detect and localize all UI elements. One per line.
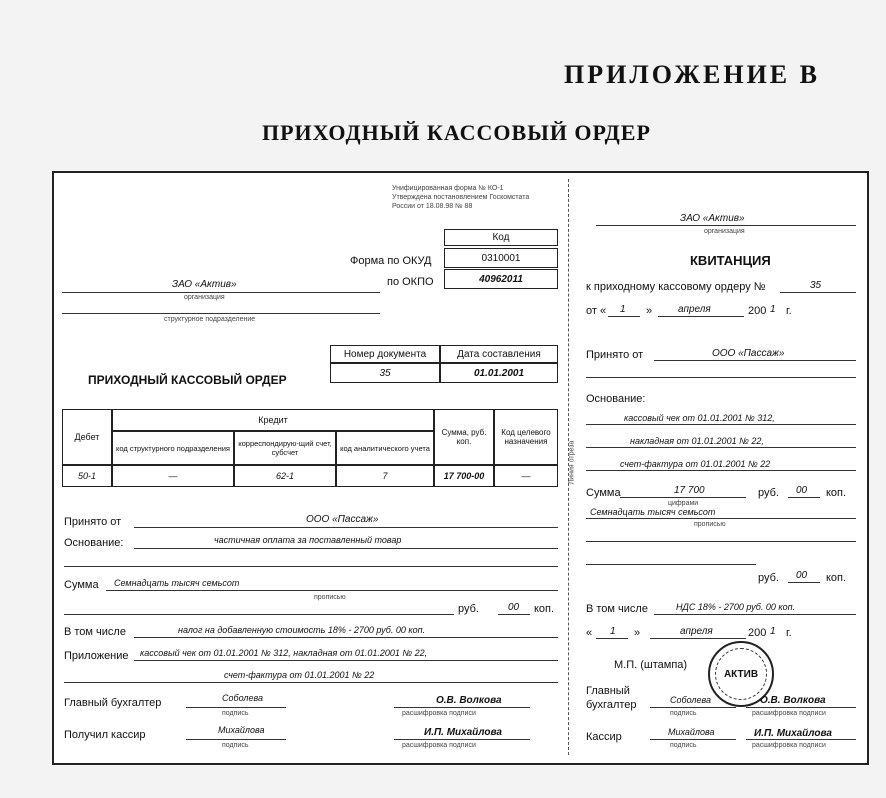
receipt-chief-name-line — [746, 707, 856, 708]
chief-accountant-label: Главный бухгалтер — [64, 697, 162, 709]
doc-number: 35 — [330, 363, 440, 383]
kop-line — [498, 614, 530, 615]
chief-decode-caption: расшифровка подписи — [402, 710, 476, 717]
okpo-label: по ОКПО — [387, 276, 434, 288]
attachment-line — [134, 660, 558, 661]
kop-label: коп. — [534, 603, 555, 615]
receipt-kop-line — [788, 497, 820, 498]
okud-code: 0310001 — [444, 248, 558, 268]
receipt-including-label: В том числе — [586, 603, 648, 615]
cashier-label: Получил кассир — [64, 729, 146, 741]
chief-sign-caption: подпись — [222, 710, 249, 717]
receipt-received-line — [654, 360, 856, 361]
receipt-year-suffix-2: 1 — [770, 626, 776, 637]
table-cell-corr: 62-1 — [234, 465, 336, 487]
basis-label: Основание: — [64, 537, 124, 549]
stamp-text: АКТИВ — [723, 668, 759, 680]
table-cell-subdiv: — — [112, 465, 234, 487]
receipt-kop-value-2: 00 — [796, 570, 808, 581]
okud-label: Форма по ОКУД — [350, 255, 432, 267]
receipt-cashier-label: Кассир — [586, 731, 622, 743]
chief-accountant-signature: Соболева — [222, 693, 263, 703]
cashier-signature: Михайлова — [218, 725, 265, 735]
kop-value: 00 — [508, 602, 520, 613]
including-value: налог на добавленную стоимость 18% - 2700 руб. 00 коп. — [178, 625, 426, 635]
chief-name-line — [394, 707, 530, 708]
approved-note-1: Утверждена постановлением Госкомстата — [392, 194, 530, 201]
doc-date: 01.01.2001 — [440, 363, 558, 383]
rub-label: руб. — [458, 603, 479, 615]
subdiv-caption: структурное подразделение — [164, 316, 256, 323]
org-caption: организация — [184, 294, 225, 301]
sum-label: Сумма — [64, 579, 99, 591]
code-header: Код — [444, 229, 558, 246]
receipt-received-line-2 — [586, 377, 856, 378]
basis-line-2 — [64, 566, 558, 567]
receipt-month-line — [658, 316, 744, 317]
receipt-basis-3: счет-фактура от 01.01.2001 № 22 — [620, 459, 771, 469]
receipt-day-line-2 — [596, 638, 628, 639]
receipt-g-2: г. — [786, 627, 792, 639]
corr-account-header: корреспондирую-щий счет, субсчет — [234, 431, 336, 465]
receipt-basis-line-1 — [586, 424, 856, 425]
attachment-label: Приложение — [64, 650, 129, 662]
receipt-order-number: 35 — [810, 280, 822, 291]
receipt-cashier-name-line — [746, 739, 856, 740]
receipt-chief-name: О.В. Волкова — [760, 695, 826, 706]
receipt-words-caption: прописью — [694, 521, 726, 528]
approved-note-2: России от 18.08.98 № 88 — [392, 203, 473, 210]
attachment-line-2 — [64, 682, 558, 683]
receipt-basis-2: накладная от 01.01.2001 № 22, — [630, 436, 764, 446]
document-title: ПРИХОДНЫЙ КАССОВЫЙ ОРДЕР — [262, 120, 651, 145]
receipt-month: апреля — [678, 304, 711, 315]
receipt-day-2: 1 — [610, 626, 616, 637]
receipt-basis-line-3 — [586, 470, 856, 471]
receipt-sum-line — [620, 497, 746, 498]
sum-words: Семнадцать тысяч семьсот — [114, 578, 240, 588]
receipt-kop-line-2 — [788, 582, 820, 583]
receipt-day: 1 — [620, 304, 626, 315]
receipt-year-prefix: 200 — [748, 305, 767, 317]
cashier-name: И.П. Михайлова — [424, 727, 502, 738]
sum-header: Сумма, руб. коп. — [434, 409, 494, 465]
receipt-cashier-name: И.П. Михайлова — [754, 728, 832, 739]
attachment-value-1: кассовый чек от 01.01.2001 № 312, накладная от 01.01.2001 № 22, — [140, 648, 428, 658]
receipt-kop-value: 00 — [796, 485, 808, 496]
receipt-rub-label: руб. — [758, 487, 779, 499]
subdiv-line — [62, 313, 380, 314]
receipt-cashier-sign-caption: подпись — [670, 742, 697, 749]
receipt-g: г. — [786, 305, 792, 317]
receipt-month-line-2 — [650, 638, 746, 639]
receipt-month-2: апреля — [680, 626, 713, 637]
unified-form-note: Унифицированная форма № КО-1 — [392, 185, 504, 192]
org-line — [62, 292, 380, 293]
cashier-sign-line — [186, 739, 286, 740]
receipt-sum-words-line — [586, 518, 856, 519]
cashier-decode-caption: расшифровка подписи — [402, 742, 476, 749]
cashier-sign-caption: подпись — [222, 742, 249, 749]
receipt-chief-sign-line — [650, 707, 736, 708]
receipt-day-line — [608, 316, 640, 317]
receipt-basis-label: Основание: — [586, 393, 646, 405]
cut-line-label: Линия отреза — [568, 440, 576, 485]
receipt-chief-decode-caption: расшифровка подписи — [752, 710, 826, 717]
sum-line — [106, 590, 558, 591]
receipt-kop-label-2: коп. — [826, 572, 847, 584]
appendix-title: ПРИЛОЖЕНИЕ В — [564, 60, 820, 89]
debit-header: Дебет — [62, 409, 112, 465]
receipt-sum-words-line-2 — [586, 541, 856, 542]
okpo-code: 40962011 — [444, 269, 558, 289]
cash-order-form: Унифицированная форма № КО-1 Утверждена постановлением Госкомстата России от 18.08.98 № 88 Код 0310001 40962011 Форма по ОКУД по ОКПО ЗАО «Актив» организация структурное подразделение Номер документа Дата составления 35 01.01.2001 ПРИХОДНЫЙ КАССОВЫЙ ОРДЕР Дебет Кредит код структурного подразделения корреспондирую-щий счет, субсчет код аналитического учета Сумма, руб. коп. Код целевого назначения 50-1 — 62-1 7 17 700-00 — Принято от ООО «Пассаж» Основание: частичная оплата за поставленный товар Сумма Семнадцать тысяч семьсот прописью руб. 00 коп. В том числе налог на добавленную стоимость 18% - 2700 руб. 00 коп. Приложение кассовый чек от 01.01.2001 № 312, накладная от 01.01.2001 № 22, счет-фактура от 01.01.2001 № 22 Главный бухгалтер Соболева подпись О.В. Волкова расшифровка подписи Получил кассир Михайлова подпись И.П. Михайлова расшифровка подписи Линия отреза ЗАО «Актив» организация КВИТАНЦИЯ к приходному кассовому ордеру № 35 от « 1 » апреля 200 1 г. Принято от ООО «Пассаж» Основание: кассовый чек от 01.01.2001 № 312, накладная от 01.01.2001 № 22, счет-фактура от 01.01.2001 № 22 Сумма 17 700 цифрами руб. 00 коп. Семнадцать тысяч семьсот прописью руб. 00 коп. В том числе НДС 18% - 2700 руб. 00 коп. « 1 » апреля 200 1 г. М.П. (штампа) АКТИВ Главный бухгалтер Соболева подпись О.В. Волкова расшифровка подписи Кассир Михайлова подпись И.П. Михайлова расшифровка подписи — [52, 171, 869, 765]
order-title: ПРИХОДНЫЙ КАССОВЫЙ ОРДЕР — [88, 373, 287, 387]
receipt-received-label: Принято от — [586, 349, 644, 361]
receipt-basis-1: кассовый чек от 01.01.2001 № 312, — [624, 413, 775, 423]
receipt-org-name: ЗАО «Актив» — [680, 213, 745, 224]
receipt-sum-label: Сумма — [586, 487, 621, 499]
receipt-org-caption: организация — [704, 228, 745, 235]
received-from-line — [134, 527, 558, 528]
table-cell-analytics: 7 — [336, 465, 434, 487]
receipt-cashier-sign-line — [650, 739, 736, 740]
cashier-name-line — [394, 739, 530, 740]
table-cell-debit: 50-1 — [62, 465, 112, 487]
receipt-basis-line-2 — [586, 447, 856, 448]
credit-header: Кредит — [112, 409, 434, 431]
including-label: В том числе — [64, 626, 126, 638]
basis-line — [134, 548, 558, 549]
received-from-label: Принято от — [64, 516, 122, 528]
receipt-title: КВИТАНЦИЯ — [690, 253, 771, 268]
receipt-received-value: ООО «Пассаж» — [712, 348, 785, 359]
purpose-header: Код целевого назначения — [494, 409, 558, 465]
table-cell-purpose: — — [494, 465, 558, 487]
receipt-org-line — [596, 225, 856, 226]
receipt-sum-number: 17 700 — [674, 485, 705, 496]
receipt-including-line — [654, 614, 856, 615]
date-header: Дата составления — [440, 345, 558, 363]
receipt-order-label: к приходному кассовому ордеру № — [586, 281, 766, 293]
chief-sign-line — [186, 707, 286, 708]
receipt-chief-sign-caption: подпись — [670, 710, 697, 717]
receipt-chief-label-1: Главный — [586, 685, 630, 697]
receipt-cashier-decode-caption: расшифровка подписи — [752, 742, 826, 749]
basis-value: частичная оплата за поставленный товар — [214, 535, 402, 545]
receipt-year-suffix: 1 — [770, 304, 776, 315]
receipt-sum-words: Семнадцать тысяч семьсот — [590, 507, 716, 517]
attachment-value-2: счет-фактура от 01.01.2001 № 22 — [224, 670, 375, 680]
org-name: ЗАО «Актив» — [172, 279, 237, 290]
including-line — [134, 637, 558, 638]
receipt-from: от « — [586, 305, 607, 317]
receipt-kop-label: коп. — [826, 487, 847, 499]
receipt-digits-caption: цифрами — [668, 500, 699, 507]
analytics-code-header: код аналитического учета — [336, 431, 434, 465]
receipt-rub-label-2: руб. — [758, 572, 779, 584]
receipt-stamp-label: М.П. (штампа) — [614, 659, 688, 671]
docnum-header: Номер документа — [330, 345, 440, 363]
receipt-order-line — [780, 292, 856, 293]
receipt-sum-words-line-3 — [586, 564, 756, 565]
receipt-including-value: НДС 18% - 2700 руб. 00 коп. — [676, 602, 796, 612]
chief-accountant-name: О.В. Волкова — [436, 695, 502, 706]
sum-line-2 — [64, 614, 454, 615]
table-cell-sum: 17 700-00 — [434, 465, 494, 487]
subdiv-code-header: код структурного подразделения — [112, 431, 234, 465]
receipt-chief-label-2: бухгалтер — [586, 699, 637, 711]
receipt-chief-signature: Соболева — [670, 695, 711, 705]
sum-words-caption: прописью — [314, 594, 346, 601]
receipt-year-prefix-2: 200 — [748, 627, 767, 639]
receipt-cashier-signature: Михайлова — [668, 727, 715, 737]
received-from-value: ООО «Пассаж» — [306, 514, 379, 525]
